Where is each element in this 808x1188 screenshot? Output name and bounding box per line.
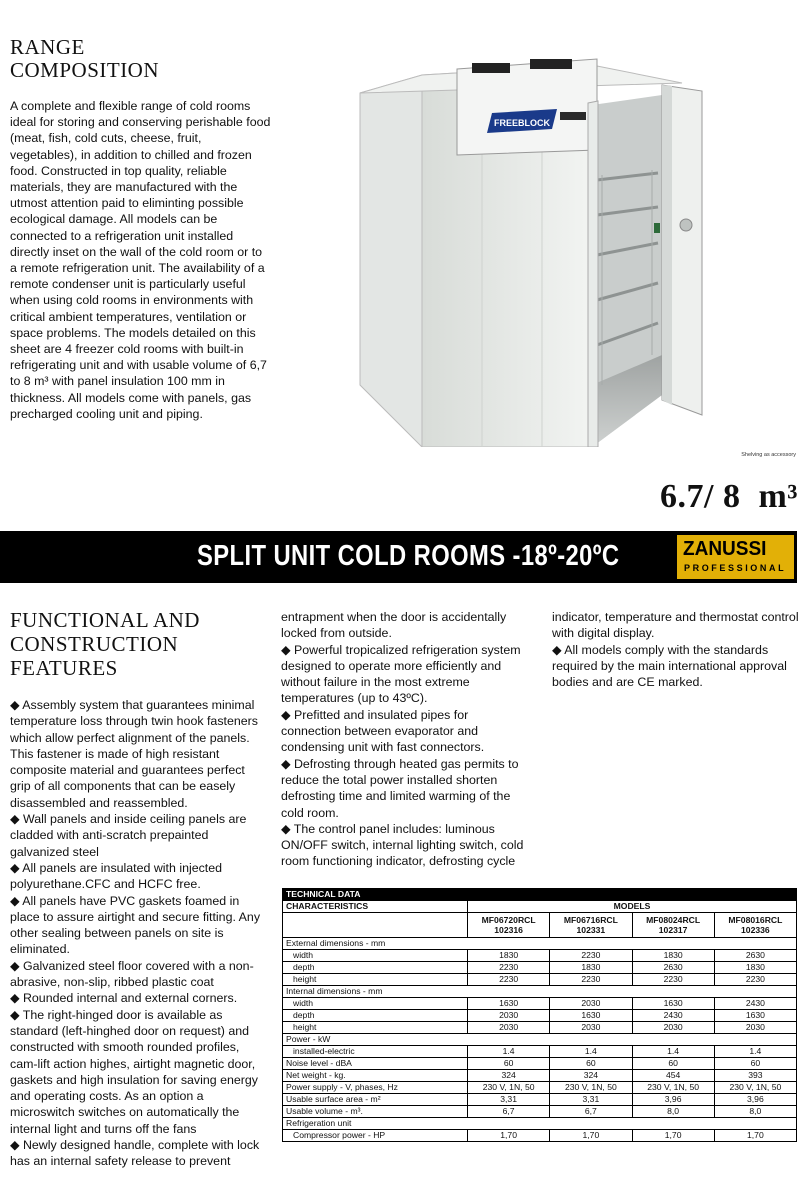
table-row (283, 974, 797, 986)
table-cell: 2230 (632, 974, 714, 986)
model-name: MF06720RCL (481, 914, 536, 925)
brand-subtitle: PROFESSIONAL (684, 563, 787, 573)
table-cell: 2230 (550, 974, 632, 986)
table-cell: 230 V, 1N, 50 (714, 1082, 796, 1094)
unit-label: FREEBLOCK (494, 118, 550, 128)
table-cell: 6,7 (550, 1106, 632, 1118)
table-cell: 60 (714, 1058, 796, 1070)
table-cell: 324 (468, 1070, 550, 1082)
brand-name: ZANUSSI (683, 538, 767, 560)
table-cell: 1630 (468, 998, 550, 1010)
characteristics-header: CHARACTERISTICS (283, 901, 468, 913)
feature-paragraph: ◆ Newly designed handle, complete with lock has an internal safety release to prevent (10, 1138, 260, 1169)
table-cell: 324 (550, 1070, 632, 1082)
feature-paragraph: ◆ Powerful tropicalized refrigeration system designed to operate more efficiently and without failure in the most extreme temperatures (up to 43ºC). (281, 642, 521, 706)
feature-paragraph: ◆ Wall panels and inside ceiling panels are cladded with anti-scratch prepainted galvanized steel (10, 812, 247, 859)
table-row (283, 998, 797, 1010)
table-cell: 60 (632, 1058, 714, 1070)
table-cell: 8,0 (632, 1106, 714, 1118)
models-header: MODELS (468, 901, 797, 913)
row-label: Net weight - kg. (283, 1070, 468, 1082)
row-label: depth (283, 1010, 468, 1022)
photo-caption: Shelving as accessory (741, 452, 796, 458)
model-header (468, 913, 550, 938)
table-cell: 1.4 (550, 1046, 632, 1058)
row-label: External dimensions - mm (283, 938, 797, 950)
table-cell: 454 (632, 1070, 714, 1082)
range-description: A complete and flexible range of cold rooms ideal for storing and conserving perishable food (meat, fish, cold cuts, cheese, fruit, vegetables), in addition to chilled and frozen food. Constructed in top quality, reliable materials, they are manufactured with the utmost attention paid to eliminting possible ecological damage. All models can be connected to a refrigeration unit installed directly inset on the wall of the cold room or to a remote refrigeration unit. The availability of a remote condenser unit is particularly useful when using cold rooms in environments with critical ambient temperatures, ventilation or space problems. The models detailed on this sheet are 4 freezer cold rooms with built-in refrigerating unit and with usable volume of 6,7 to 8 m³ with panel insulation 100 mm in thickness. All models come with panels, gas precharged cooling unit and piping. (10, 99, 271, 421)
row-label: Power supply - V, phases, Hz (283, 1082, 468, 1094)
features-column-3 (552, 609, 802, 690)
row-label: Refrigeration unit (283, 1118, 797, 1130)
feature-paragraph: entrapment when the door is accidentally locked from outside. (281, 610, 507, 641)
table-cell: 2430 (632, 1010, 714, 1022)
row-label: depth (283, 962, 468, 974)
feature-paragraph: indicator, temperature and thermostat control with digital display. (552, 610, 799, 641)
feature-paragraph: ◆ The right-hinged door is available as standard (left-hinghed door on request) and constructed with smooth rounded profiles, cam-lift action highes, airtight magnetic door, gaskets and high insulation for saving energy and operating costs. As an option a microswitch switches on automatically the internal light and turns off the fans (10, 1007, 258, 1136)
table-cell: 1,70 (468, 1130, 550, 1142)
table-cell: 6,7 (468, 1106, 550, 1118)
feature-paragraph: ◆ All panels are insulated with injected polyurethane.CFC and HCFC free. (10, 860, 223, 892)
table-row (283, 962, 797, 974)
feature-paragraph: ◆ Galvanized steel floor covered with a non-abrasive, non-slip, ribbed plastic coat (10, 958, 254, 990)
table-cell: 1.4 (714, 1046, 796, 1058)
table-cell: 230 V, 1N, 50 (468, 1082, 550, 1094)
table-cell: 3,96 (632, 1094, 714, 1106)
features-column-2 (281, 609, 526, 870)
model-header (550, 913, 632, 938)
feature-paragraph: ◆ The control panel includes: luminous ON/OFF switch, internal lighting switch, cold room functioning indicator, defrosting cycle (281, 821, 524, 869)
title-banner (0, 531, 797, 583)
features-column-1 (10, 697, 262, 1170)
table-cell: 1830 (714, 962, 796, 974)
model-code: 102336 (741, 925, 770, 935)
table-cell: 2030 (468, 1022, 550, 1034)
table-cell: 1830 (468, 950, 550, 962)
feature-paragraph: ◆ All models comply with the standards required by the main international approval bodies and are CE marked. (552, 642, 787, 690)
table-row (283, 1130, 797, 1142)
table-cell: 3,96 (714, 1094, 796, 1106)
model-code: 102316 (494, 925, 523, 935)
feature-paragraph: ◆ Defrosting through heated gas permits to reduce the total power installed shorten defrosting time and limited warming of the cold room. (281, 756, 519, 820)
table-cell: 2230 (468, 974, 550, 986)
table-cell: 1.4 (468, 1046, 550, 1058)
row-label: Power - kW (283, 1034, 797, 1046)
model-header (632, 913, 714, 938)
table-cell: 8,0 (714, 1106, 796, 1118)
features-title: FUNCTIONAL AND CONSTRUCTION FEATURES (10, 608, 200, 680)
table-cell: 2030 (714, 1022, 796, 1034)
table-row (283, 938, 797, 950)
table-cell: 230 V, 1N, 50 (550, 1082, 632, 1094)
table-cell: 1830 (632, 950, 714, 962)
row-label: Noise level - dBA (283, 1058, 468, 1070)
row-label: Usable surface area - m² (283, 1094, 468, 1106)
feature-paragraph: ◆ Prefitted and insulated pipes for connection between evaporator and condensing unit with fast connectors. (281, 707, 485, 755)
cold-room-photo (352, 55, 798, 447)
table-cell: 1,70 (714, 1130, 796, 1142)
table-cell: 60 (468, 1058, 550, 1070)
table-cell: 2630 (632, 962, 714, 974)
model-header-row (283, 913, 797, 938)
table-row (283, 1094, 797, 1106)
table-cell: 2430 (714, 998, 796, 1010)
table-row (283, 1010, 797, 1022)
table-cell: 2230 (714, 974, 796, 986)
table-row (283, 1046, 797, 1058)
table-cell: 2030 (632, 1022, 714, 1034)
model-header (714, 913, 796, 938)
range-title: RANGE COMPOSITION (10, 35, 160, 82)
model-name: MF06716RCL (563, 914, 618, 925)
model-name: MF08024RCL (646, 914, 701, 925)
feature-paragraph: ◆ All panels have PVC gaskets foamed in place to assure airtight and secure fitting. Any other sealing between panels on site is eliminated. (10, 893, 261, 957)
table-row (283, 986, 797, 998)
table-cell: 230 V, 1N, 50 (632, 1082, 714, 1094)
row-label: Compressor power - HP (283, 1130, 468, 1142)
table-cell: 2030 (550, 998, 632, 1010)
table-title: TECHNICAL DATA (283, 889, 797, 901)
table-cell: 1.4 (632, 1046, 714, 1058)
brand-logo (677, 535, 794, 579)
feature-paragraph: ◆ Rounded internal and external corners. (10, 991, 238, 1006)
table-cell: 2230 (550, 950, 632, 962)
table-cell: 1830 (550, 962, 632, 974)
table-cell: 1630 (714, 1010, 796, 1022)
technical-data-table (282, 888, 797, 1142)
table-cell: 3,31 (468, 1094, 550, 1106)
table-cell: 2630 (714, 950, 796, 962)
row-label: width (283, 950, 468, 962)
table-cell: 2030 (550, 1022, 632, 1034)
table-cell: 393 (714, 1070, 796, 1082)
row-label: width (283, 998, 468, 1010)
table-row (283, 1070, 797, 1082)
model-name: MF08016RCL (728, 914, 783, 925)
table-cell: 2230 (468, 962, 550, 974)
model-code: 102317 (658, 925, 688, 935)
table-cell: 1630 (550, 1010, 632, 1022)
row-label: Internal dimensions - mm (283, 986, 797, 998)
table-row (283, 1118, 797, 1130)
empty-cell (283, 913, 468, 938)
table-cell: 1,70 (550, 1130, 632, 1142)
table-cell: 2030 (468, 1010, 550, 1022)
table-row (283, 950, 797, 962)
row-label: installed-electric (283, 1046, 468, 1058)
table-cell: 3,31 (550, 1094, 632, 1106)
feature-paragraph: ◆ Assembly system that guarantees minimal temperature loss through twin hook fasteners which allow perfect alignment of the panels. This fastener is made of high resistant composite material and guarantees perfect grip of all components that can be easely disassembled and reassembled. (10, 698, 258, 810)
row-label: height (283, 974, 468, 986)
table-cell: 1,70 (632, 1130, 714, 1142)
table-row (283, 1106, 797, 1118)
row-label: height (283, 1022, 468, 1034)
table-cell: 1630 (632, 998, 714, 1010)
table-cell: 60 (550, 1058, 632, 1070)
table-row (283, 1058, 797, 1070)
row-label: Usable volume - m³. (283, 1106, 468, 1118)
volume-heading: 6.7/ 8 m³ (660, 478, 798, 515)
table-row (283, 1034, 797, 1046)
model-code: 102331 (576, 925, 606, 935)
banner-title: SPLIT UNIT COLD ROOMS -18º-20ºC (197, 540, 620, 572)
table-row (283, 1022, 797, 1034)
table-row (283, 1082, 797, 1094)
